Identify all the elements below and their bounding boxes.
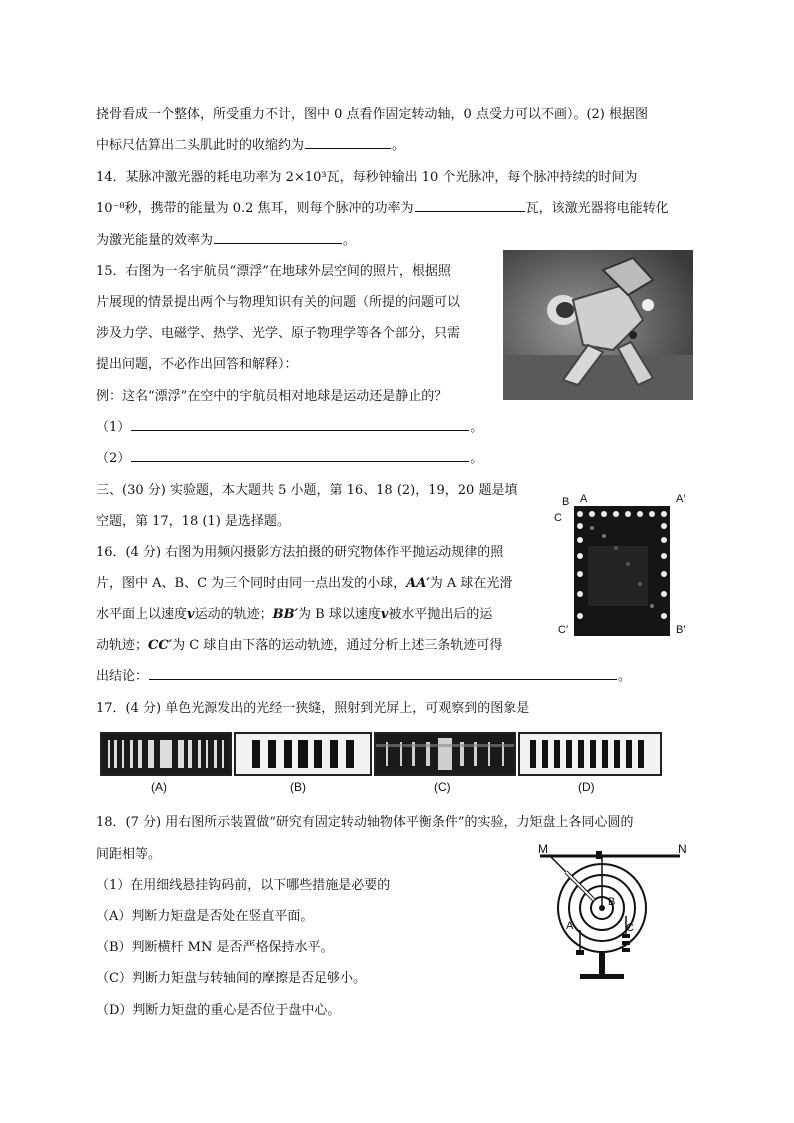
question-18-line: 间距相等。 — [96, 847, 162, 862]
option-line[interactable]: （B）判断横杆 MN 是否严格保持水平。 — [96, 940, 334, 955]
label-a-prime: A′ — [676, 493, 686, 505]
answer-blank[interactable] — [131, 448, 469, 462]
question-16-line: 出结论： 。 — [96, 665, 631, 684]
question-15-line: 15．右图为一名宇航员“漂浮”在地球外层空间的照片，根据照 — [96, 264, 451, 279]
option-line[interactable]: （D）判断力矩盘的重心是否位于盘中心。 — [96, 1003, 341, 1018]
answer-blank[interactable] — [214, 230, 342, 244]
pattern-d[interactable] — [518, 732, 662, 776]
strobe-photo — [574, 506, 670, 636]
option-a-label: (A) — [151, 780, 167, 794]
pattern-c[interactable] — [374, 732, 516, 776]
pattern-a[interactable] — [100, 732, 232, 776]
answer-blank[interactable] — [305, 135, 391, 149]
label-c: C — [626, 922, 634, 934]
question-16-line: 动轨迹；CC′为 C 球自由下落的运动轨迹，通过分析上述三条轨迹可得 — [96, 638, 503, 653]
astronaut-photo — [503, 250, 693, 400]
section-3-heading: 空题，第 17，18 (1) 是选择题。 — [96, 514, 290, 529]
text-line: 挠骨看成一个整体，所受重力不计，图中 0 点看作固定转动轴，0 点受力可以不画）。(2) 根据图 — [96, 107, 648, 122]
label-c-prime: C′ — [558, 624, 569, 636]
pattern-b[interactable] — [234, 732, 372, 776]
option-d-label: (D) — [578, 780, 595, 794]
option-line[interactable]: （C）判断力矩盘与转轴间的摩擦是否足够小。 — [96, 971, 366, 986]
question-16-line: 片，图中 A、B、C 为三个同时由同一点出发的小球，AA′为 A 球在光滑 — [96, 576, 513, 591]
label-c: C — [554, 512, 562, 524]
question-18-line: 18．(7 分) 用右图所示装置做“研究有固定转动轴物体平衡条件”的实验，力矩盘上各同心圆的 — [96, 815, 634, 830]
question-16-line: 水平面上以速度v运动的轨迹；BB′为 B 球以速度v被水平抛出后的运 — [96, 607, 493, 622]
label-n: N — [678, 842, 687, 856]
question-15-answer-2: （2） 。 — [96, 447, 483, 466]
answer-blank[interactable] — [149, 666, 617, 680]
answer-blank[interactable] — [131, 417, 469, 431]
label-b: B — [608, 896, 616, 908]
option-c-label: (C) — [434, 780, 451, 794]
option-b-label: (B) — [290, 780, 306, 794]
label-a: A — [566, 920, 574, 932]
label-b: B — [562, 496, 570, 508]
question-17-line: 17．(4 分) 单色光源发出的光经一狭缝，照射到光屏上，可观察到的图象是 — [96, 701, 530, 716]
question-14-line: 14．某脉冲激光器的耗电功率为 2×10³瓦，每秒钟输出 10 个光脉冲，每个脉冲持续的时间为 — [96, 170, 638, 185]
question-14-line: 10⁻⁸秒，携带的能量为 0.2 焦耳，则每个脉冲的功率为 瓦，该激光器将电能转化 — [96, 197, 669, 216]
option-line[interactable]: （A）判断力矩盘是否处在竖直平面。 — [96, 909, 314, 924]
question-15-example: 例：这名“漂浮”在空中的宇航员相对地球是运动还是静止的？ — [96, 389, 448, 404]
label-a: A — [580, 493, 588, 505]
question-16-line: 16．(4 分) 右图为用频闪摄影方法拍摄的研究物体作平抛运动规律的照 — [96, 545, 504, 560]
label-m: M — [538, 842, 548, 856]
question-15-line: 片展现的情景提出两个与物理知识有关的问题（所提的问题可以 — [96, 295, 461, 310]
question-15-answer-1: （1） 。 — [96, 416, 483, 435]
torque-disk-figure — [530, 838, 690, 988]
question-15-line: 涉及力学、电磁学、热学、光学、原子物理学等各个部分，只需 — [96, 326, 461, 341]
question-14-line: 为激光能量的效率为 。 — [96, 229, 356, 248]
section-3-heading: 三、(30 分) 实验题，本大题共 5 小题，第 16、18 (2)，19，20 题是填 — [96, 483, 518, 498]
question-18-line: （1）在用细线悬挂钩码前，以下哪些措施是必要的 — [96, 878, 391, 893]
answer-blank[interactable] — [415, 198, 525, 212]
question-15-line: 提出问题，不必作出回答和解释）： — [96, 357, 298, 372]
label-b-prime: B′ — [676, 624, 686, 636]
text-line: 中标尺估算出二头肌此时的收缩约为 。 — [96, 134, 405, 153]
